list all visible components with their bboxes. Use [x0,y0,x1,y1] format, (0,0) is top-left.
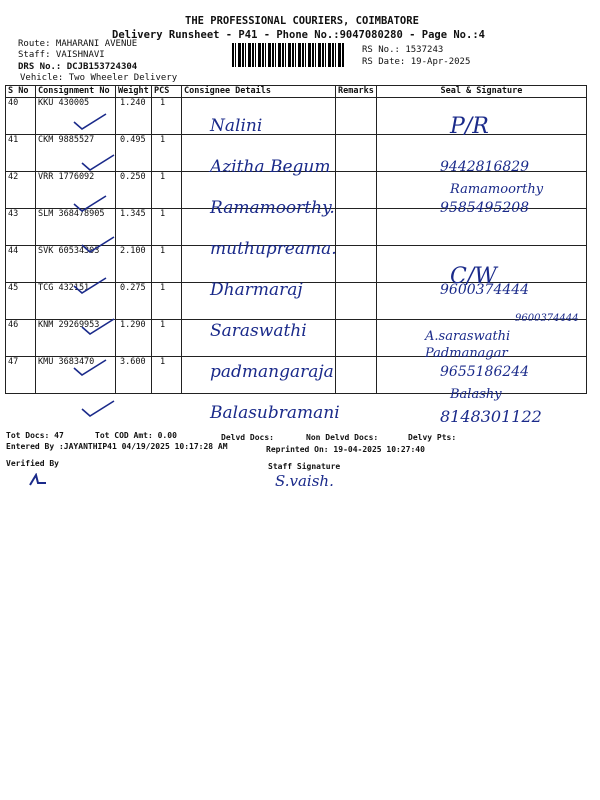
verified-mark [28,473,48,487]
cell-consignment-no: KNM 29269953 [36,320,116,357]
seal-signature: Padmanagar [425,346,508,361]
col-sno: S No [6,86,36,98]
tot-docs: Tot Docs: 47 [6,431,64,440]
entered-by: Entered By :JAYANTHIP41 04/19/2025 10:17:28 AM [6,442,228,451]
signature-phone: 9655186244 [440,364,530,380]
signature-phone: 9585495208 [440,200,530,216]
cell-remarks [336,357,377,394]
cell-consignment-no: TCG 432151 [36,283,116,320]
consignee-name: padmangaraja [210,362,334,382]
cell-pcs: 1 [152,357,182,394]
barcode [232,43,344,67]
tick-mark [70,112,110,132]
consignee-name: muthupreama. [210,239,337,259]
cell-sno: 41 [6,135,36,172]
cell-sno: 43 [6,209,36,246]
staff-signature: S.vaish. [275,472,334,490]
tick-mark [78,317,118,337]
verified-by: Verified By [6,459,59,468]
cell-sno: 40 [6,98,36,135]
tick-mark [78,235,118,255]
route-label: Route: MAHARANI AVENUE [18,39,138,49]
tick-mark [78,153,118,173]
cell-remarks [336,246,377,283]
cell-consignment-no: KKU 430005 [36,98,116,135]
col-consignee: Consignee Details [182,86,336,98]
cell-consignment-no: VRR 1776092 [36,172,116,209]
tick-mark [78,399,118,419]
cell-consignment-no: CKM 9885527 [36,135,116,172]
col-seal: Seal & Signature [376,86,586,98]
consignee-name: Dharmaraj [210,280,303,300]
seal-signature: Ramamoorthy [450,182,544,197]
cell-remarks [336,283,377,320]
signature-phone: 9442816829 [440,159,530,175]
consignee-name: Saraswathi [210,321,307,341]
cell-weight: 2.100 [116,246,152,283]
seal-signature: A.saraswathi [425,329,511,344]
non-delvd-docs: Non Delvd Docs: [306,433,379,442]
cell-remarks [336,135,377,172]
consignee-name: Nalini [210,116,263,136]
cell-pcs: 1 [152,209,182,246]
rs-date: RS Date: 19-Apr-2025 [362,57,471,67]
consignee-name: Ramamoorthy. [210,198,335,218]
seal-signature: C/W [450,264,497,289]
signature-phone: 9600374444 [440,282,530,298]
seal-signature: Balashy [450,387,502,402]
col-weight: Weight [116,86,152,98]
cell-consignment-no: SVK 60534303 [36,246,116,283]
cell-sno: 45 [6,283,36,320]
cell-pcs: 1 [152,320,182,357]
cell-weight: 0.275 [116,283,152,320]
cell-pcs: 1 [152,283,182,320]
tick-mark [70,194,110,214]
cell-pcs: 1 [152,98,182,135]
signature-phone: 9600374444 [515,313,579,324]
cell-consignment-no: SLM 368478905 [36,209,116,246]
staff-signature-label: Staff Signature [268,462,341,471]
cell-sno: 44 [6,246,36,283]
delvd-docs: Delvd Docs: [221,433,274,442]
cell-pcs: 1 [152,246,182,283]
col-consignment: Consignment No [36,86,116,98]
runsheet-title: Delivery Runsheet - P41 - Phone No.:9047080280 - Page No.:4 [112,29,485,41]
cell-weight: 1.290 [116,320,152,357]
delvy-pts: Delvy Pts: [408,433,457,442]
cell-weight: 0.495 [116,135,152,172]
cell-remarks [336,209,377,246]
staff-label: Staff: VAISHNAVI [18,50,105,60]
cell-sno: 46 [6,320,36,357]
cell-weight: 0.250 [116,172,152,209]
cell-remarks [336,172,377,209]
signature-phone: 8148301122 [440,407,542,426]
tot-cod: Tot COD Amt: 0.00 [95,431,177,440]
cell-sno: 42 [6,172,36,209]
cell-sno: 47 [6,357,36,394]
vehicle-label: Vehicle: Two Wheeler Delivery [20,73,178,83]
col-pcs: PCS [152,86,182,98]
cell-remarks [336,320,377,357]
cell-remarks [336,98,377,135]
drs-label: DRS No.: DCJB153724304 [18,62,138,72]
tick-mark [70,276,110,296]
company-title: THE PROFESSIONAL COURIERS, COIMBATORE [185,15,419,27]
consignee-name: Balasubramani [210,403,340,423]
cell-weight: 1.345 [116,209,152,246]
cell-weight: 3.600 [116,357,152,394]
reprinted-on: Reprinted On: 19-04-2025 10:27:40 [266,445,425,454]
col-remarks: Remarks [336,86,377,98]
cell-pcs: 1 [152,135,182,172]
rs-no: RS No.: 1537243 [362,45,444,55]
consignee-name: Azitha Begum [210,157,331,177]
tick-mark [70,358,110,378]
cell-pcs: 1 [152,172,182,209]
seal-signature: P/R [450,114,489,139]
table-header-row [6,86,587,98]
cell-weight: 1.240 [116,98,152,135]
cell-consignment-no: KMU 3683470 [36,357,116,394]
